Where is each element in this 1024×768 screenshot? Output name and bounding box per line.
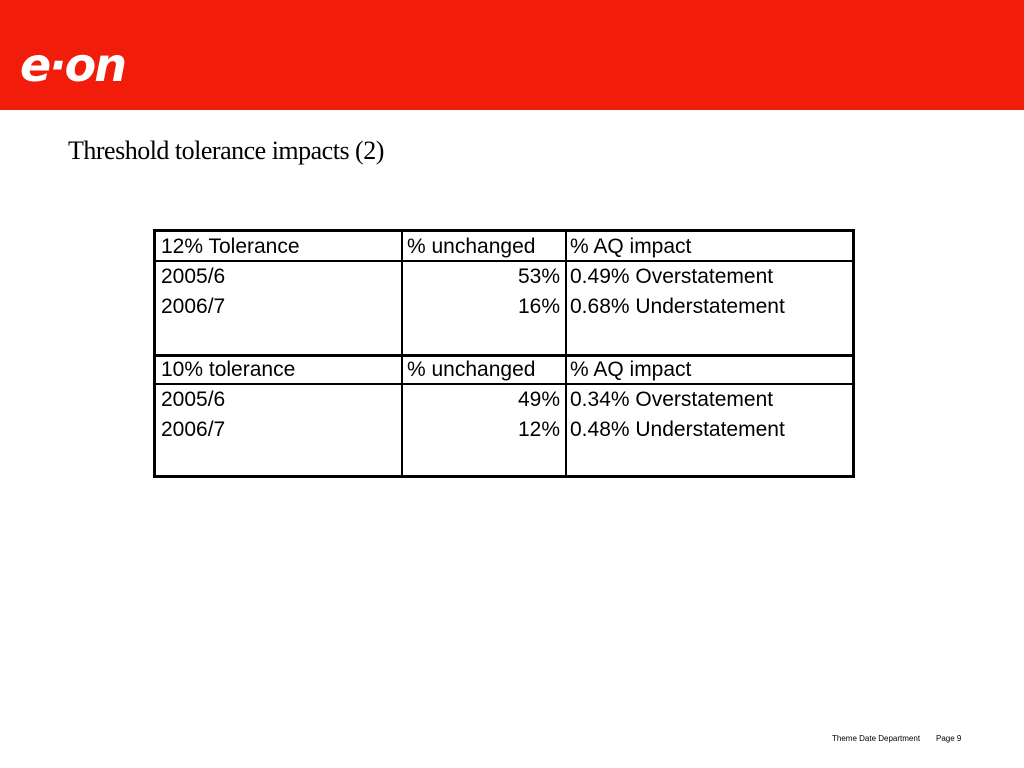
table-cell-year: 2006/7 <box>161 418 226 441</box>
tolerance-table <box>153 229 855 478</box>
table-header-cell: % unchanged <box>407 358 536 381</box>
table-cell-unchanged: 49% <box>517 388 560 411</box>
footer-meta: Theme Date Department <box>832 734 921 743</box>
table-cell-year: 2005/6 <box>161 388 226 411</box>
table-cell-unchanged: 16% <box>517 295 560 318</box>
table-cell-aq-impact: 0.48% Understatement <box>570 418 785 441</box>
table-cell-aq-impact: 0.49% Overstatement <box>570 265 774 288</box>
table-header-cell: 12% Tolerance <box>161 235 300 258</box>
header-bar <box>0 0 1024 110</box>
eon-logo: e·on <box>20 38 126 92</box>
table-section-10-percent <box>156 354 852 475</box>
table-header-cell: % unchanged <box>407 235 536 258</box>
column-divider <box>565 232 567 354</box>
page-number: Page 9 <box>936 734 962 743</box>
table-cell-aq-impact: 0.68% Understatement <box>570 295 785 318</box>
table-header-cell: 10% tolerance <box>161 358 296 381</box>
table-cell-aq-impact: 0.34% Overstatement <box>570 388 774 411</box>
table-cell-unchanged: 12% <box>517 418 560 441</box>
table-header-cell: % AQ impact <box>570 358 692 381</box>
column-divider <box>565 357 567 475</box>
table-cell-year: 2006/7 <box>161 295 226 318</box>
table-section-12-percent <box>156 232 852 354</box>
table-header-cell: % AQ impact <box>570 235 692 258</box>
page-title: Threshold tolerance impacts (2) <box>68 136 384 165</box>
table-cell-unchanged: 53% <box>517 265 560 288</box>
table-cell-year: 2005/6 <box>161 265 226 288</box>
